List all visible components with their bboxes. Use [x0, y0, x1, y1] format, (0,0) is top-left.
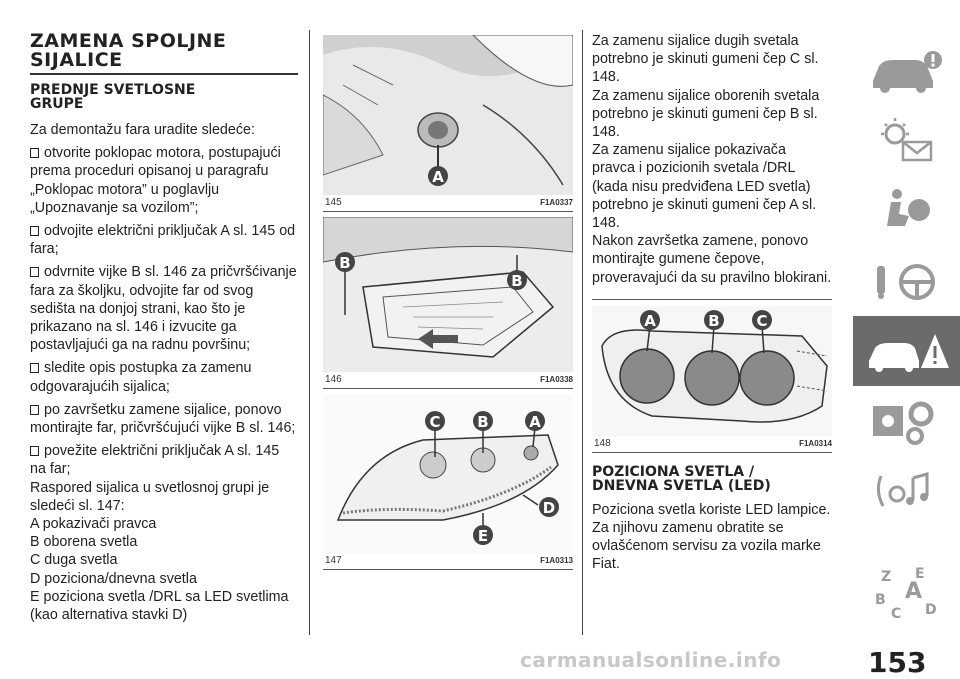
paragraph: Za zamenu sijalice oborenih svetala potrebno je skinuti gumeni čep B sl. 148.	[592, 87, 820, 141]
right-column	[592, 32, 832, 574]
list-item: po završetku zamene sijalice, ponovo montirajte far, pričvršćujući vijke B sl. 146;	[30, 401, 296, 437]
svg-text:Z: Z	[881, 569, 892, 585]
svg-text:E: E	[915, 566, 925, 582]
figure-148-caption: 148 F1A0314	[594, 437, 832, 449]
tab-index[interactable]	[853, 526, 960, 632]
airbag-seat-icon	[853, 176, 960, 246]
bulb-legend-d: D poziciona/dnevna svetla	[30, 570, 197, 587]
figure-145-caption: 145 F1A0337	[325, 197, 573, 208]
svg-text:B: B	[708, 311, 720, 330]
svg-text:A: A	[529, 413, 541, 431]
title-rule	[30, 73, 298, 75]
warning-lights-icon	[853, 106, 960, 176]
bulb-legend-c: C duga svetla	[30, 552, 118, 569]
tab-starting-driving[interactable]	[853, 246, 960, 316]
tab-multimedia[interactable]	[853, 456, 960, 526]
list-item: sledite opis postupka za zamenu odgovarajućih sijalica;	[30, 360, 252, 395]
section-title: ZAMENA SPOLJNE SIJALICE	[30, 30, 227, 71]
left-column	[30, 0, 298, 624]
bulb-legend-b: B oborena svetla	[30, 534, 138, 551]
list-item: povežite električni priključak A sl. 145 na far;	[30, 443, 280, 478]
car-info-icon	[853, 36, 960, 106]
bulb-layout-line: Raspored sijalica u svetlosnoj grupi je sledeći sl. 147:	[30, 479, 270, 514]
svg-text:E: E	[477, 527, 489, 545]
tab-car-info[interactable]	[853, 36, 960, 106]
tab-warning-lights[interactable]	[853, 106, 960, 176]
tab-maintenance[interactable]	[853, 386, 960, 456]
bulb-legend-a: A pokazivači pravca	[30, 516, 157, 533]
figure-rule	[323, 211, 573, 212]
figure-147-image	[323, 395, 573, 553]
svg-text:D: D	[925, 602, 937, 618]
intro-text: Za demontažu fara uradite sledeće:	[30, 122, 255, 138]
list-item: odvojite električni priključak A sl. 145 od fara;	[30, 223, 296, 258]
column-divider	[309, 30, 310, 635]
column-divider	[582, 30, 583, 635]
figure-145-image	[323, 35, 573, 195]
figure-rule	[592, 452, 832, 453]
tab-safety[interactable]	[853, 176, 960, 246]
svg-text:D: D	[542, 499, 556, 517]
figure-rule	[323, 569, 573, 570]
tab-in-emergency[interactable]	[853, 316, 960, 386]
checkbox-bullet-icon	[30, 405, 39, 415]
checkbox-bullet-icon	[30, 226, 39, 236]
alphabetical-index-icon	[853, 526, 960, 632]
multimedia-icon	[853, 456, 960, 526]
svg-text:C: C	[429, 413, 441, 431]
figure-rule	[323, 388, 573, 389]
checkbox-bullet-icon	[30, 363, 39, 373]
svg-text:B: B	[339, 254, 351, 272]
figure-147-caption: 147 F1A0313	[325, 555, 573, 566]
figure-148-image	[592, 306, 832, 436]
bulb-legend-e: E poziciona svetla /DRL sa LED svetlima (kao alternativa stavki D)	[30, 588, 289, 624]
maintenance-gears-icon	[853, 386, 960, 456]
list-item: odvrnite vijke B sl. 146 za pričvršćivanje fara za školjku, odvojite far od svog sedišta na donjoj strani, kao što je prikazano na sl. 146 i izvucite ga postavljajući ga na radnu površinu;	[30, 264, 297, 354]
led-section-heading: POZICIONA SVETLA / DNEVNA SVETLA (LED)	[592, 463, 771, 494]
svg-text:C: C	[891, 606, 902, 622]
list-item: otvorite poklopac motora, postupajući prema proceduri opisanoj u paragrafu „Poklopac motora” u poglavlju „Upoznavanje sa vozilom”;	[30, 145, 281, 216]
svg-text:C: C	[756, 311, 768, 330]
paragraph: Poziciona svetla koriste LED lampice. Za njihovu zamenu obratite se ovlašćenom servisu za vozila marke Fiat.	[592, 501, 831, 573]
page-number: 153	[868, 646, 927, 679]
paragraph: Nakon završetka zamene, ponovo montirajte gumene čepove, proveravajući da su pravilno blokirani.	[592, 233, 832, 286]
car-emergency-icon	[853, 316, 960, 386]
section-subtitle: PREDNJE SVETLOSNE GRUPE	[30, 82, 196, 112]
paragraph: Za zamenu sijalice dugih svetala potrebno je skinuti gumeni čep C sl. 148.	[592, 33, 819, 86]
checkbox-bullet-icon	[30, 148, 39, 158]
checkbox-bullet-icon	[30, 446, 39, 456]
figure-146-caption: 146 F1A0338	[325, 374, 573, 385]
paragraph: Za zamenu sijalice pokazivača pravca i pozicionih svetala /DRL (kada nisu predviđena LED svetla) potrebno je skinuti gumeni čep A sl. 148.	[592, 142, 817, 232]
svg-text:A: A	[905, 579, 923, 604]
checkbox-bullet-icon	[30, 267, 39, 277]
svg-text:A: A	[432, 168, 444, 186]
svg-text:B: B	[477, 413, 489, 431]
figure-rule	[592, 299, 832, 300]
watermark: carmanualsonline.info	[520, 648, 782, 672]
svg-text:B: B	[875, 592, 886, 608]
figures-column	[323, 0, 573, 570]
svg-text:A: A	[644, 311, 656, 330]
figure-146-image	[323, 217, 573, 372]
key-steering-icon	[853, 246, 960, 316]
svg-text:B: B	[511, 272, 523, 290]
